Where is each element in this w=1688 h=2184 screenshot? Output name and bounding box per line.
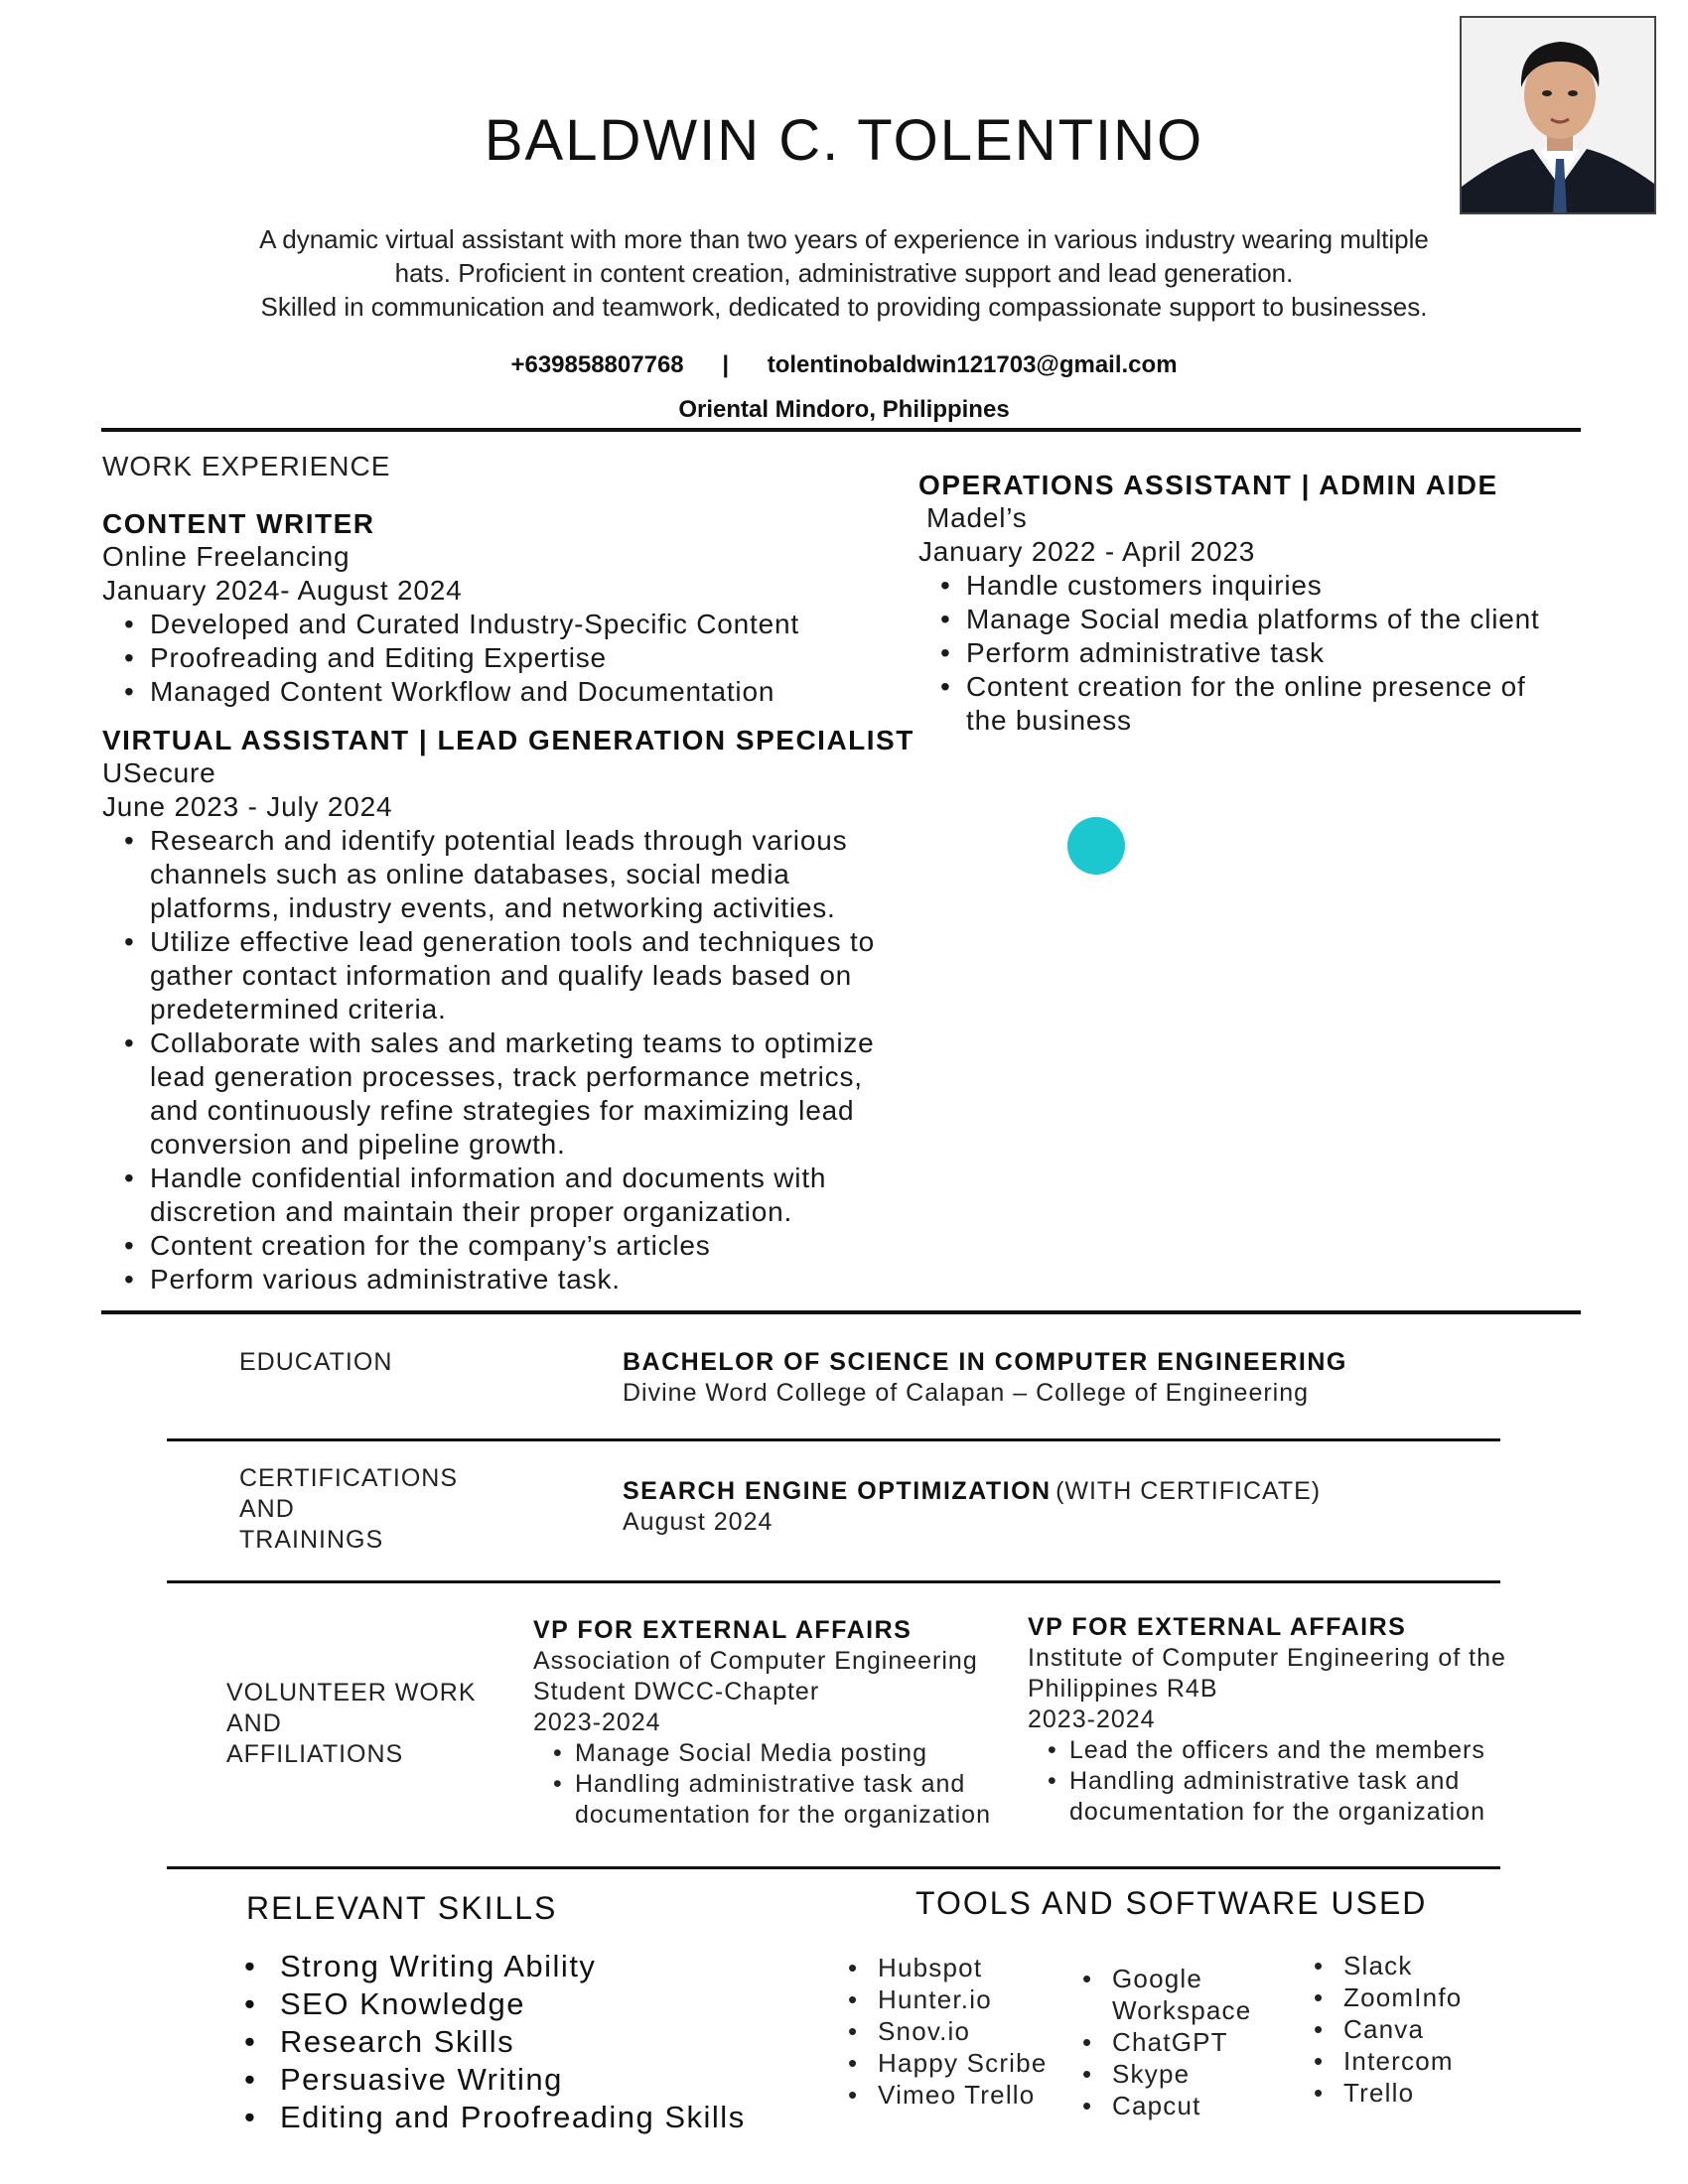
volunteer-entry [1028, 1612, 1544, 1828]
volunteer-dates: 2023-2024 [1028, 1706, 1156, 1733]
list-item: • Developed and Curated Industry-Specific Content [150, 608, 897, 641]
summary-line: A dynamic virtual assistant with more than two years of experience in various industry wearing multiple [259, 224, 1429, 254]
education-divider [167, 1438, 1500, 1441]
volunteer-divider [167, 1866, 1500, 1869]
email-address: tolentinobaldwin121703@gmail.com [767, 351, 1178, 378]
list-item: • Managed Content Workflow and Documentation [150, 675, 897, 709]
bullet-line: predetermined criteria. [150, 994, 447, 1024]
tool-line: • Google [1112, 1964, 1203, 1993]
job-operations-assistant [918, 470, 1594, 738]
job-company: Online Freelancing [102, 541, 351, 572]
bullet-line: • Lead the officers and the members [1069, 1736, 1485, 1764]
bullet-line: • Manage Social Media posting [575, 1739, 927, 1767]
list-item [1112, 2026, 1251, 2058]
resume-name: BALDWIN C. TOLENTINO [484, 108, 1204, 173]
list-item: • Intercom [1343, 2045, 1462, 2077]
job-company: Madel’s [926, 502, 1028, 533]
bullet-line: lead generation processes, track performance metrics, [150, 1061, 863, 1092]
bullet-line: the business [966, 705, 1132, 736]
tools-list-2 [1076, 1963, 1251, 2121]
certification-note: (WITH CERTIFICATE) [1055, 1477, 1322, 1505]
phone-number: +639858807768 [510, 351, 684, 378]
bullet-line: channels such as online databases, social media [150, 859, 790, 889]
profile-photo [1460, 16, 1656, 214]
volunteer-dates: 2023-2024 [533, 1708, 661, 1736]
work-divider [101, 1310, 1581, 1314]
certifications-heading [239, 1463, 458, 1556]
list-item [966, 670, 1594, 738]
list-item: • Hunter.io [878, 1983, 1047, 2015]
bullet-line: • Handle customers inquiries [966, 570, 1323, 601]
volunteer-entry [533, 1615, 1010, 1831]
bullet-line: • Content creation for the online presence of [966, 671, 1526, 702]
job-title: CONTENT WRITER [102, 508, 375, 539]
bullet-line: • Manage Social media platforms of the client [966, 604, 1540, 634]
bullet-line: • Handling administrative task and [575, 1770, 966, 1798]
list-item: • Persuasive Writing [280, 2061, 746, 2099]
job-dates: January 2024- August 2024 [102, 575, 463, 606]
bullet-line: • Handle confidential information and documents with [150, 1162, 827, 1193]
list-item: • Trello [1343, 2077, 1462, 2109]
list-item [966, 569, 1594, 603]
list-item: • Happy Scribe [878, 2047, 1047, 2079]
contact-separator: | [722, 351, 730, 378]
bullet-line: • Handling administrative task and [1069, 1767, 1461, 1795]
certifications-divider [167, 1580, 1500, 1583]
volunteer-org: Philippines R4B [1028, 1675, 1218, 1703]
tools-list-1 [842, 1952, 1047, 2111]
profile-summary [149, 222, 1539, 324]
work-experience-heading: WORK EXPERIENCE [102, 451, 391, 481]
list-item [1069, 1766, 1544, 1828]
education-heading: EDUCATION [239, 1348, 393, 1376]
volunteer-heading [226, 1678, 477, 1770]
education-entry [623, 1347, 1347, 1409]
tool-line: Workspace [1112, 1995, 1252, 2025]
list-item: • Slack [1343, 1950, 1462, 1981]
summary-line: hats. Proficient in content creation, administrative support and lead generation. [394, 258, 1294, 288]
list-item: • Canva [1343, 2013, 1462, 2045]
skills-heading: RELEVANT SKILLS [246, 1890, 558, 1926]
list-item [150, 925, 916, 1026]
tools-list-3 [1308, 1950, 1462, 2109]
list-item [150, 1161, 916, 1229]
heading-line: AND [239, 1495, 295, 1523]
contact-info [0, 351, 1688, 379]
profile-photo-icon [1462, 18, 1656, 214]
list-item: • Research Skills [280, 2023, 746, 2061]
volunteer-org: Student DWCC-Chapter [533, 1678, 820, 1706]
tool-line: • ChatGPT [1112, 2027, 1228, 2057]
volunteer-org: Institute of Computer Engineering of the [1028, 1644, 1506, 1672]
skills-list [228, 1948, 746, 2136]
bullet-line: • Research and identify potential leads through various [150, 825, 848, 856]
bullet-line: • Content creation for the company’s articles [150, 1230, 711, 1261]
list-item [966, 603, 1594, 636]
bullet-line: • Perform various administrative task. [150, 1264, 621, 1295]
job-company: USecure [102, 757, 216, 788]
bullet-line: documentation for the organization [575, 1801, 991, 1829]
list-item [150, 824, 916, 925]
list-item [1069, 1735, 1544, 1766]
bullet-line: gather contact information and qualify leads based on [150, 960, 853, 991]
school: Divine Word College of Calapan – College of Engineering [623, 1379, 1310, 1407]
volunteer-org: Association of Computer Engineering [533, 1647, 978, 1675]
bullet-line: discretion and maintain their proper organization. [150, 1196, 793, 1227]
certification-name: SEARCH ENGINE OPTIMIZATION [623, 1477, 1052, 1505]
list-item [1112, 2058, 1251, 2090]
summary-line: Skilled in communication and teamwork, dedicated to providing compassionate support to businesses. [260, 292, 1428, 322]
location: Oriental Mindoro, Philippines [678, 396, 1010, 423]
bullet-line: documentation for the organization [1069, 1798, 1485, 1826]
list-item: • ZoomInfo [1343, 1981, 1462, 2013]
list-item: • Strong Writing Ability [280, 1948, 746, 1985]
job-content-writer [102, 508, 897, 709]
job-virtual-assistant [102, 725, 916, 1297]
list-item: • SEO Knowledge [280, 1985, 746, 2023]
list-item [1112, 2090, 1251, 2121]
list-item [150, 1263, 916, 1297]
bullet-line: and continuously refine strategies for maximizing lead [150, 1095, 855, 1126]
list-item: • Hubspot [878, 1952, 1047, 1983]
heading-line: VOLUNTEER WORK [226, 1679, 477, 1706]
volunteer-title: VP FOR EXTERNAL AFFAIRS [1028, 1613, 1407, 1641]
certification-date: August 2024 [623, 1508, 774, 1536]
heading-line: AND [226, 1709, 282, 1737]
job-title: VIRTUAL ASSISTANT | LEAD GENERATION SPECIALIST [102, 725, 914, 755]
job-title: OPERATIONS ASSISTANT | ADMIN AIDE [918, 470, 1498, 500]
certification-entry [623, 1476, 1321, 1538]
heading-line: CERTIFICATIONS [239, 1464, 459, 1492]
list-item [150, 1026, 916, 1161]
bullet-line: • Perform administrative task [966, 637, 1325, 668]
bullet-line: • Utilize effective lead generation tools and techniques to [150, 926, 875, 957]
header-divider [101, 428, 1581, 432]
list-item [150, 1229, 916, 1263]
job-dates: June 2023 - July 2024 [102, 791, 393, 822]
tools-heading: TOOLS AND SOFTWARE USED [915, 1885, 1428, 1921]
heading-line: AFFILIATIONS [226, 1740, 404, 1768]
accent-dot [1067, 817, 1125, 875]
list-item [1112, 1963, 1251, 2026]
tool-line: • Skype [1112, 2059, 1191, 2089]
bullet-line: platforms, industry events, and networking activities. [150, 892, 836, 923]
list-item: • Editing and Proofreading Skills [280, 2099, 746, 2136]
list-item [966, 636, 1594, 670]
list-item: • Vimeo Trello [878, 2079, 1047, 2111]
tool-line: • Capcut [1112, 2091, 1201, 2120]
list-item: • Snov.io [878, 2015, 1047, 2047]
list-item [575, 1769, 1010, 1831]
list-item [575, 1738, 1010, 1769]
degree: BACHELOR OF SCIENCE IN COMPUTER ENGINEERING [623, 1348, 1347, 1376]
job-dates: January 2022 - April 2023 [918, 536, 1256, 567]
bullet-line: conversion and pipeline growth. [150, 1129, 566, 1160]
volunteer-title: VP FOR EXTERNAL AFFAIRS [533, 1616, 913, 1644]
heading-line: TRAININGS [239, 1526, 384, 1554]
list-item: • Proofreading and Editing Expertise [150, 641, 897, 675]
bullet-line: • Collaborate with sales and marketing teams to optimize [150, 1027, 875, 1058]
